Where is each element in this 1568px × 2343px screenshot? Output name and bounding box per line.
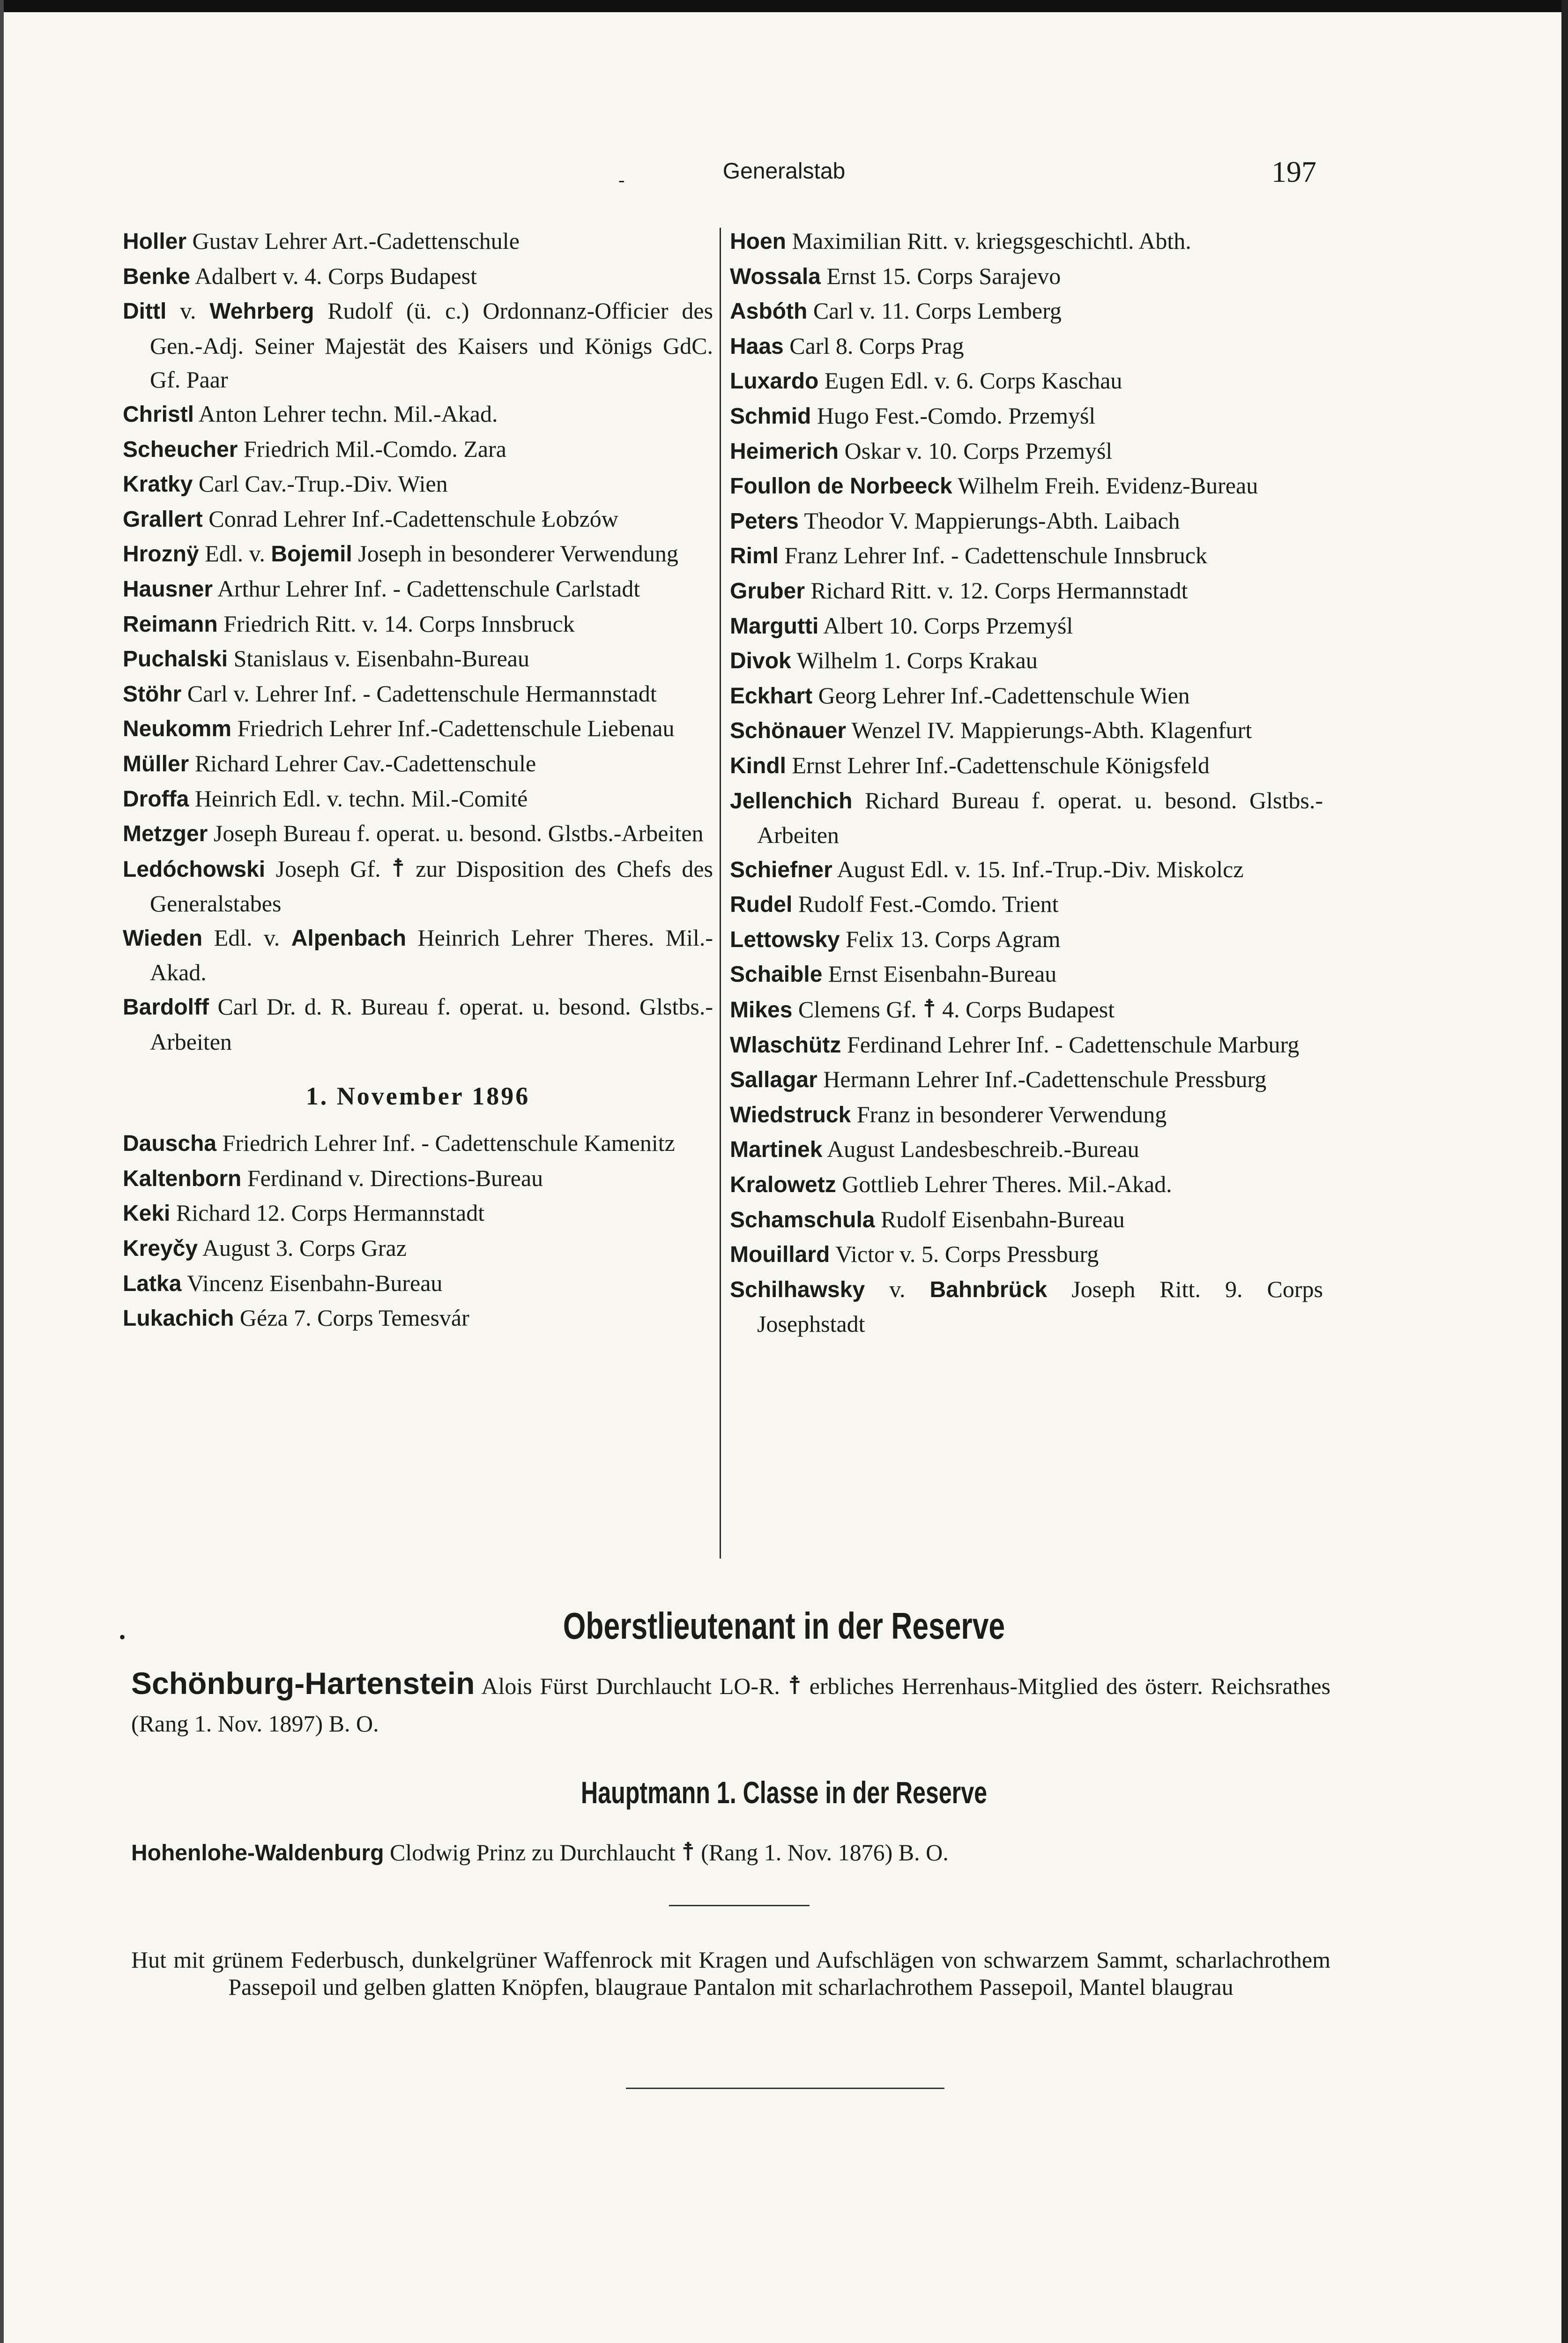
header-dash: - [618, 169, 625, 190]
officer-details: Richard 12. Corps Hermannstadt [176, 1200, 485, 1226]
officer-entry [730, 504, 1323, 539]
officer-details: Ernst Eisenbahn-Bureau [828, 961, 1057, 987]
officer-name: Hausner [123, 576, 213, 602]
officer-entry [123, 537, 713, 572]
officer-details: Vincenz Eisenbahn-Bureau [187, 1269, 443, 1296]
officer-entry [730, 1097, 1323, 1133]
entry-text-continued: erbliches Herrenhaus-Mitglied des österr. Reichsrathes (Rang 1. Nov. 1897) B. O. [131, 1673, 1331, 1737]
officer-name: Wossala [730, 264, 821, 289]
officer-entry [123, 642, 713, 677]
officer-details-continued: Rudolf (ü. c.) Ordonnanz-Officier des Gen.-Adj. Seiner Majestät des Kaisers und Königs GdC. Gf. Paar [150, 298, 713, 393]
officer-details: Rudolf Eisenbahn-Bureau [880, 1206, 1125, 1232]
officer-details: Georg Lehrer Inf.-Cadettenschule Wien [818, 682, 1190, 709]
officer-entry [730, 713, 1323, 748]
scan-edge-top [0, 0, 1568, 12]
officer-details: Ferdinand v. Directions-Bureau [247, 1164, 543, 1191]
officer-name-predicate: Bojemil [271, 542, 352, 567]
officer-entry [730, 294, 1323, 329]
officer-entry [123, 1301, 713, 1336]
reserve-entry [131, 1664, 1330, 1742]
officer-name: Peters [730, 508, 799, 534]
officer-name: Neukomm [123, 716, 232, 742]
officer-details: Clemens Gf. [798, 996, 917, 1023]
officer-entry [730, 259, 1323, 294]
officer-entry [730, 887, 1323, 922]
officer-name: Wlaschütz [730, 1032, 841, 1058]
officer-details: v. [180, 298, 210, 324]
officer-details: Hugo Fest.-Comdo. Przemyśl [817, 402, 1096, 429]
officer-name: Mouillard [730, 1242, 830, 1268]
officer-entry [123, 711, 713, 746]
date-subheading: 1. November 1896 [305, 1082, 530, 1111]
officer-entry [123, 782, 713, 817]
officer-name: Kindl [730, 753, 786, 778]
officer-details: Géza 7. Corps Temesvár [239, 1305, 469, 1331]
officer-details: Eugen Edl. v. 6. Corps Kaschau [824, 367, 1122, 394]
officer-details: Joseph Gf. [275, 855, 381, 882]
scan-edge-right [1561, 0, 1568, 2343]
officer-name: Kreyčy [123, 1236, 198, 1261]
officer-entry [730, 852, 1323, 888]
officer-name-predicate: Bahnbrück [929, 1277, 1048, 1302]
officer-entry [123, 467, 713, 502]
officer-name: Schönauer [730, 718, 847, 744]
officer-details: August Edl. v. 15. Inf.-Trup.-Div. Miskolcz [837, 856, 1244, 882]
officer-name: Reimann [123, 612, 218, 637]
officer-name: Asbóth [730, 299, 808, 324]
officer-details: Albert 10. Corps Przemyśl [823, 612, 1073, 639]
officer-details: August 3. Corps Graz [202, 1235, 407, 1261]
officer-entry [123, 572, 713, 607]
officer-entry [730, 399, 1323, 434]
officer-name: Luxardo [730, 369, 819, 394]
officer-name: Latka [123, 1271, 182, 1296]
officer-details: Joseph Bureau f. operat. u. besond. Glstbs.-Arbeiten [213, 820, 704, 847]
officer-details: Victor v. 5. Corps Pressburg [835, 1241, 1099, 1268]
officer-name-predicate: Wehrberg [209, 299, 314, 324]
officer-details: Felix 13. Corps Agram [846, 925, 1061, 952]
officer-entry [730, 1167, 1323, 1202]
officer-name: Sallagar [730, 1067, 817, 1093]
officer-details: Adalbert v. 4. Corps Budapest [194, 262, 477, 289]
officer-entry [123, 432, 713, 467]
officer-name: Dauscha [123, 1131, 217, 1157]
officer-entry [123, 1126, 713, 1161]
officer-details: Theodor V. Mappierungs-Abth. Laibach [804, 507, 1180, 534]
officer-name: Haas [730, 334, 784, 359]
officer-name: Müller [123, 751, 189, 776]
officer-name: Grallert [123, 507, 203, 532]
officer-entry [123, 746, 713, 782]
officer-entry [730, 1062, 1323, 1097]
right-column [730, 224, 1323, 1341]
divider-rule [626, 2088, 944, 2089]
officer-entry [730, 748, 1323, 783]
officer-details: Ferdinand Lehrer Inf. - Cadettenschule Marburg [847, 1031, 1300, 1058]
officer-details: Anton Lehrer techn. Mil.-Akad. [198, 400, 498, 427]
officer-details: Franz in besonderer Verwendung [856, 1101, 1167, 1127]
officer-details-continued: Heinrich Lehrer Theres. Mil.-Akad. [150, 924, 713, 986]
officer-details: Arthur Lehrer Inf. - Cadettenschule Carlstadt [217, 575, 640, 602]
officer-details: Carl 8. Corps Prag [789, 332, 964, 359]
officer-details: Maximilian Ritt. v. kriegsgeschichtl. Abth. [792, 228, 1191, 254]
officer-details: Heinrich Edl. v. techn. Mil.-Comité [194, 785, 528, 812]
officer-entry [123, 851, 713, 921]
officer-name: Ledóchowski [123, 857, 266, 882]
officer-entry [123, 1161, 713, 1196]
officer-name: Heimerich [730, 439, 839, 464]
officer-name: Divok [730, 649, 791, 674]
officer-name: Droffa [123, 786, 189, 812]
officer-name: Dittl [123, 299, 167, 324]
entry-text: Clodwig Prinz zu Durchlaucht [390, 1839, 676, 1865]
page-number: 197 [1271, 155, 1316, 188]
officer-entry [730, 957, 1323, 992]
officer-name: Metzger [123, 821, 208, 847]
section-title-reserve-captain: Hauptmann 1. Classe in der Reserve [580, 1775, 987, 1810]
officer-entry [123, 1231, 713, 1266]
officer-name: Puchalski [123, 647, 228, 672]
officer-name: Christl [123, 402, 194, 427]
officer-entry [123, 677, 713, 712]
officer-name: Schaible [730, 962, 823, 987]
officer-details: Carl v. 11. Corps Lemberg [813, 298, 1062, 324]
officer-details: Carl v. Lehrer Inf. - Cadettenschule Hermannstadt [187, 680, 657, 707]
officer-name: Schmid [730, 403, 811, 429]
officer-name: Kralowetz [730, 1172, 836, 1198]
officer-details: Carl Dr. d. R. Bureau f. operat. u. besond. Glstbs.-Arbeiten [150, 993, 713, 1055]
officer-entry [730, 679, 1323, 714]
cross-icon: ☨ [788, 1671, 802, 1700]
officer-entry [730, 224, 1323, 259]
officer-entry [123, 816, 713, 851]
officer-entry [730, 1237, 1323, 1272]
officer-name: Mikes [730, 998, 793, 1023]
officer-name: Benke [123, 264, 191, 289]
officer-details: Gottlieb Lehrer Theres. Mil.-Akad. [842, 1171, 1172, 1198]
officer-entry [730, 992, 1323, 1028]
officer-name: Margutti [730, 613, 819, 639]
officer-name: Stöhr [123, 681, 182, 707]
officer-details-continued: Joseph Ritt. 9. Corps Josephstadt [757, 1276, 1323, 1337]
officer-details: Friedrich Ritt. v. 14. Corps Innsbruck [223, 610, 575, 637]
officer-name: Riml [730, 544, 779, 569]
officer-entry [730, 1028, 1323, 1063]
officer-entry [730, 364, 1323, 399]
officer-entry [123, 259, 713, 294]
officer-details: Rudolf Fest.-Comdo. Trient [798, 891, 1059, 918]
officer-details: Wenzel IV. Mappierungs-Abth. Klagenfurt [851, 717, 1252, 744]
cross-icon: ☨ [681, 1837, 695, 1866]
officer-entry [730, 329, 1323, 364]
officer-name: Lukachich [123, 1306, 234, 1331]
officer-details: Wilhelm Freih. Evidenz-Bureau [958, 472, 1258, 499]
officer-name: Wieden [123, 925, 203, 951]
left-entry-list [123, 224, 713, 1059]
officer-details: Hermann Lehrer Inf.-Cadettenschule Pressburg [823, 1066, 1267, 1093]
officer-name: Wiedstruck [730, 1102, 851, 1127]
officer-entry [123, 397, 713, 432]
officer-details: Gustav Lehrer Art.-Cadettenschule [192, 228, 520, 254]
entry-name: Schönburg-Hartenstein [131, 1666, 475, 1701]
officer-details: Franz Lehrer Inf. - Cadettenschule Innsbruck [784, 542, 1207, 569]
officer-details: Oskar v. 10. Corps Przemyśl [844, 437, 1113, 464]
officer-name: Jellenchich [730, 788, 853, 813]
officer-details: Friedrich Lehrer Inf.-Cadettenschule Liebenau [237, 715, 675, 742]
officer-entry [123, 294, 713, 397]
left-entry-list-2 [123, 1126, 713, 1336]
officer-entry [730, 922, 1323, 957]
officer-name: Scheucher [123, 437, 238, 462]
officer-name: Bardolff [123, 995, 209, 1020]
officer-name: Holler [123, 229, 187, 254]
officer-details-continued: 4. Corps Budapest [942, 996, 1115, 1023]
officer-name: Gruber [730, 578, 805, 604]
officer-name: Rudel [730, 892, 793, 918]
officer-details: August Landesbeschreib.-Bureau [827, 1136, 1139, 1163]
officer-entry [730, 434, 1323, 469]
officer-entry [730, 643, 1323, 679]
officer-details: Edl. v. [214, 924, 291, 951]
officer-entry [123, 1196, 713, 1231]
officer-details: Stanislaus v. Eisenbahn-Bureau [233, 645, 529, 672]
officer-name: Kratky [123, 472, 193, 497]
officer-name: Hoen [730, 229, 786, 254]
officer-details-continued: zur Disposition des Chefs des Generalstabes [150, 855, 713, 917]
officer-entry [730, 574, 1323, 609]
officer-name: Lettowsky [730, 927, 840, 952]
officer-name: Schiefner [730, 857, 832, 882]
officer-name: Eckhart [730, 683, 813, 709]
officer-entry [730, 538, 1323, 574]
officer-name: Keki [123, 1201, 171, 1226]
officer-entry [123, 921, 713, 990]
officer-name: Kaltenborn [123, 1166, 242, 1191]
officer-name: Martinek [730, 1137, 823, 1163]
officer-details: v. [889, 1276, 930, 1302]
officer-details: Carl Cav.-Trup.-Div. Wien [198, 470, 448, 497]
officer-details: Friedrich Mil.-Comdo. Zara [243, 435, 506, 462]
officer-entry [123, 607, 713, 642]
officer-details: Edl. v. [205, 540, 271, 567]
officer-details: Ernst Lehrer Inf.-Cadettenschule Königsfeld [792, 752, 1210, 778]
officer-details: Ernst 15. Corps Sarajevo [826, 262, 1061, 289]
scan-edge-left [0, 0, 4, 2343]
right-entry-list [730, 224, 1323, 1341]
officer-entry [123, 224, 713, 259]
officer-entry [730, 1132, 1323, 1167]
left-column [123, 224, 713, 1336]
officer-entry [730, 609, 1323, 644]
cross-icon: ☨ [391, 853, 405, 883]
officer-details: Conrad Lehrer Inf.-Cadettenschule Łobzów [208, 505, 618, 532]
officer-name: Foullon de Norbeeck [730, 474, 952, 499]
officer-details: Richard Lehrer Cav.-Cadettenschule [194, 750, 536, 776]
officer-entry [730, 783, 1323, 852]
section-title-reserve-lieutenant-colonel: Oberstlieutenant in der Reserve [563, 1605, 1005, 1647]
officer-entry [730, 1202, 1323, 1238]
officer-details: Wilhelm 1. Corps Krakau [796, 647, 1038, 674]
officer-details: Richard Bureau f. operat. u. besond. Glstbs.-Arbeiten [757, 787, 1323, 849]
officer-name-predicate: Alpenbach [291, 925, 407, 951]
officer-entry [123, 502, 713, 537]
officer-details: Richard Ritt. v. 12. Corps Hermannstadt [810, 577, 1188, 604]
officer-entry [730, 1272, 1323, 1341]
officer-entry [123, 990, 713, 1059]
uniform-description: Hut mit grünem Federbusch, dunkelgrüner Waffenrock mit Kragen und Aufschlägen von schwarzem Sammt, scharlachrothem Passepoil und gelben glatten Knöpfen, blaugraue Pantalon mit scharlachrothem Passepoil, Mantel blaugrau [131, 1947, 1330, 2000]
officer-name: Schilhawsky [730, 1277, 865, 1302]
reserve-entry [131, 1833, 1330, 1872]
officer-entry [123, 1266, 713, 1301]
officer-details: Friedrich Lehrer Inf. - Cadettenschule Kamenitz [222, 1130, 675, 1157]
officer-details-continued: Joseph in besonderer Verwendung [358, 540, 678, 567]
section-bullet: • [119, 1627, 126, 1648]
officer-entry [730, 469, 1323, 504]
running-header: Generalstab [722, 159, 846, 184]
entry-text: Alois Fürst Durchlaucht LO-R. [481, 1673, 780, 1699]
officer-name: Hroznÿ [123, 542, 199, 567]
divider-rule [669, 1905, 810, 1906]
cross-icon: ☨ [922, 994, 936, 1024]
officer-name: Schamschula [730, 1207, 875, 1232]
entry-name: Hohenlohe-Waldenburg [131, 1841, 384, 1865]
entry-text-continued: (Rang 1. Nov. 1876) B. O. [701, 1839, 949, 1865]
column-divider [720, 228, 721, 1559]
